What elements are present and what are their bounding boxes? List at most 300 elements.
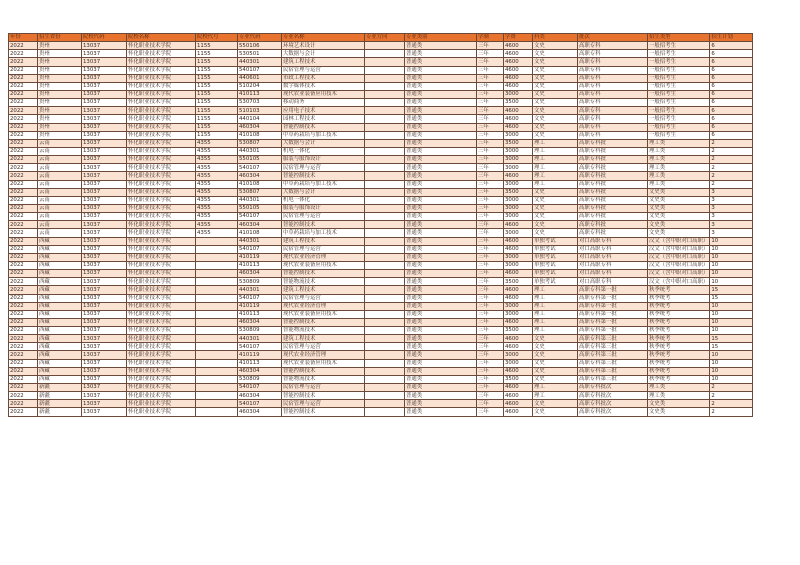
table-cell: 4600 (504, 335, 533, 343)
table-cell: 高职专科 (578, 82, 648, 90)
table-cell: 13037 (82, 90, 127, 98)
table-cell: 2 (710, 139, 753, 147)
table-row (9, 408, 753, 416)
column-header: 招生计划 (710, 34, 753, 42)
table-cell: 3000 (504, 196, 533, 204)
table-cell (196, 335, 238, 343)
table-cell: 3000 (504, 204, 533, 212)
table-cell: 2022 (9, 278, 38, 286)
table-cell: 1155 (196, 90, 238, 98)
table-cell: 10 (710, 253, 753, 261)
table-cell: 1155 (196, 82, 238, 90)
table-cell: 6 (710, 66, 753, 74)
table-cell: 4355 (196, 172, 238, 180)
table-cell: 10 (710, 261, 753, 269)
table-cell: 怀化职业技术学院 (127, 180, 196, 188)
table-cell: 4600 (504, 392, 533, 400)
table-cell: 2022 (9, 261, 38, 269)
table-cell: 汉文（含中职对口高职） (649, 246, 709, 253)
table-cell: 怀化职业技术学院 (127, 294, 196, 302)
table-cell: 怀化职业技术学院 (127, 147, 196, 155)
table-row (9, 131, 753, 139)
table-cell: 1155 (196, 115, 238, 123)
table-cell: 智能控制技术 (282, 270, 365, 278)
table-cell: 一般招考生 (648, 107, 710, 115)
table-cell: 高职专科 (578, 99, 648, 107)
table-cell: 园林工程技术 (282, 115, 365, 123)
table-cell: 13037 (82, 66, 127, 74)
table-cell (365, 180, 405, 188)
table-cell: 三年 (477, 58, 504, 66)
table-cell: 410113 (238, 261, 282, 269)
table-cell: 文史 (533, 213, 578, 221)
table-cell: 4355 (196, 139, 238, 147)
table-cell: 三年 (477, 213, 504, 221)
table-cell: 13037 (82, 278, 127, 286)
column-header: 批次 (578, 34, 648, 42)
table-cell: 4355 (196, 180, 238, 188)
table-cell: 6 (710, 123, 753, 131)
table-cell: 三年 (477, 123, 504, 131)
table-cell: 高职专科第一批 (578, 327, 648, 335)
table-cell: 4355 (196, 229, 238, 237)
table-cell: 云南 (38, 213, 82, 221)
table-cell: 高职专科批 (578, 172, 648, 180)
table-row (9, 318, 753, 326)
table-cell: 4600 (504, 107, 533, 115)
table-cell: 13037 (82, 229, 127, 237)
table-cell: 13037 (82, 367, 127, 375)
table-cell: 普通类 (405, 82, 477, 90)
table-cell: 民宿管理与运营 (282, 343, 365, 351)
table-cell: 智能控制技术 (282, 318, 365, 326)
table-cell: 贵州 (38, 66, 82, 74)
table-cell: 460304 (238, 367, 282, 375)
table-cell: 4355 (196, 196, 238, 204)
table-cell: 2022 (9, 237, 38, 245)
table-cell: 汉文（含中职对口高职） (649, 270, 709, 277)
table-cell: 怀化职业技术学院 (127, 204, 196, 212)
table-cell (365, 139, 405, 147)
table-cell: 13037 (82, 115, 127, 123)
table-cell: 1155 (196, 66, 238, 74)
table-cell: 410108 (238, 131, 282, 139)
table-cell: 2022 (9, 213, 38, 221)
table-cell: 汉文（含中职对口高职） (649, 262, 709, 269)
table-cell: 3 (710, 196, 753, 204)
table-cell (365, 147, 405, 155)
table-cell: 15 (710, 286, 753, 294)
table-cell: 民宿管理与运营 (282, 245, 365, 253)
table-cell: 2 (710, 180, 753, 188)
table-cell (365, 318, 405, 326)
table-cell: 云南 (38, 139, 82, 147)
table-cell: 13037 (82, 123, 127, 131)
table-cell: 13037 (82, 196, 127, 204)
table-cell: 西藏 (38, 367, 82, 375)
table-row (9, 253, 753, 261)
table-cell: 怀化职业技术学院 (127, 335, 196, 343)
table-cell: 460304 (238, 392, 282, 400)
table-row (9, 99, 753, 107)
table-cell: 2022 (9, 90, 38, 98)
table-cell: 3000 (504, 147, 533, 155)
table-cell: 高职专科 (578, 42, 648, 50)
table-cell: 理工 (533, 172, 578, 180)
table-cell: 文史类 (648, 221, 710, 229)
table-cell: 540107 (238, 213, 282, 221)
table-row (9, 188, 753, 196)
table-cell: 1155 (196, 123, 238, 131)
table-cell: 三年 (477, 139, 504, 147)
table-cell: 贵州 (38, 50, 82, 58)
table-cell: 3000 (504, 359, 533, 367)
table-cell: 怀化职业技术学院 (127, 196, 196, 204)
table-cell: 中草药栽培与加工技术 (282, 229, 365, 237)
table-cell: 理工类 (648, 164, 710, 172)
table-cell: 高职专科第三批 (578, 351, 648, 359)
table-cell: 怀化职业技术学院 (127, 90, 196, 98)
table-cell: 10 (710, 278, 753, 286)
table-cell: 高职专科 (578, 90, 648, 98)
table-cell: 怀化职业技术学院 (127, 392, 196, 400)
table-cell: 对口高职专科 (578, 237, 648, 245)
table-cell: 13037 (82, 42, 127, 50)
table-row (9, 115, 753, 123)
table-cell: 怀化职业技术学院 (127, 270, 196, 278)
table-cell: 3000 (504, 302, 533, 310)
table-cell: 文史 (533, 82, 578, 90)
table-cell: 怀化职业技术学院 (127, 343, 196, 351)
table-cell: 普通类 (405, 131, 477, 139)
table-cell: 普通类 (405, 229, 477, 237)
table-cell: 怀化职业技术学院 (127, 221, 196, 229)
table-cell: 高职专科 (578, 58, 648, 66)
table-cell: 2022 (9, 107, 38, 115)
table-cell: 三年 (477, 367, 504, 375)
table-row (9, 359, 753, 367)
table-cell: 秋季统考 (648, 286, 710, 294)
table-row (9, 123, 753, 131)
table-cell: 440301 (238, 335, 282, 343)
table-cell: 理工 (533, 384, 578, 392)
table-cell: 2022 (9, 359, 38, 367)
table-row (9, 384, 753, 392)
table-cell: 秋季统考 (648, 351, 710, 359)
table-cell: 理工 (533, 147, 578, 155)
table-cell: 单独考试 (533, 278, 578, 286)
table-cell: 三年 (477, 327, 504, 335)
table-cell: 普通类 (405, 180, 477, 188)
table-cell (365, 302, 405, 310)
table-cell: 怀化职业技术学院 (127, 367, 196, 375)
table-cell: 三年 (477, 172, 504, 180)
table-cell: 三年 (477, 261, 504, 269)
table-cell: 西藏 (38, 351, 82, 359)
table-cell (365, 359, 405, 367)
table-cell: 440601 (238, 74, 282, 82)
table-row (9, 237, 753, 245)
table-row (9, 302, 753, 310)
table-cell: 2022 (9, 131, 38, 139)
table-cell: 民宿管理与运营 (282, 384, 365, 392)
table-cell: 普通类 (405, 50, 477, 58)
table-cell: 2 (710, 156, 753, 164)
table-cell: 民宿管理与运营 (282, 66, 365, 74)
table-cell: 三年 (477, 335, 504, 343)
table-cell: 怀化职业技术学院 (127, 115, 196, 123)
table-cell: 服装与服饰设计 (282, 204, 365, 212)
table-cell (196, 327, 238, 335)
table-cell: 现代农业装备应用技术 (282, 90, 365, 98)
table-cell: 540107 (238, 343, 282, 351)
column-header: 专业类别 (405, 34, 477, 42)
table-cell: 13037 (82, 221, 127, 229)
table-cell: 机电一体化 (282, 196, 365, 204)
table-cell: 普通类 (405, 286, 477, 294)
table-cell (365, 58, 405, 66)
table-cell: 13037 (82, 408, 127, 416)
table-cell (365, 66, 405, 74)
table-cell: 2022 (9, 408, 38, 416)
table-cell: 普通类 (405, 375, 477, 383)
table-cell: 3500 (504, 278, 533, 286)
table-cell (365, 99, 405, 107)
table-cell (365, 335, 405, 343)
table-cell: 理工类 (648, 147, 710, 155)
table-cell: 云南 (38, 188, 82, 196)
table-cell: 13037 (82, 156, 127, 164)
table-cell: 13037 (82, 327, 127, 335)
table-cell: 现代农业装备应用技术 (282, 261, 365, 269)
column-header: 专业方向 (365, 34, 405, 42)
table-cell: 文史 (533, 196, 578, 204)
table-cell: 贵州 (38, 42, 82, 50)
table-cell (365, 375, 405, 383)
table-cell: 高职专科批 (578, 204, 648, 212)
table-cell: 怀化职业技术学院 (127, 156, 196, 164)
table-cell: 高职专科批 (578, 213, 648, 221)
table-cell: 环境艺术设计 (282, 42, 365, 50)
table-row (9, 221, 753, 229)
table-cell: 3500 (504, 99, 533, 107)
table-cell: 贵州 (38, 115, 82, 123)
table-cell: 15 (710, 294, 753, 302)
table-cell: 4355 (196, 147, 238, 155)
table-cell: 普通类 (405, 221, 477, 229)
table-cell: 怀化职业技术学院 (127, 327, 196, 335)
table-cell: 410119 (238, 351, 282, 359)
table-cell: 6 (710, 74, 753, 82)
table-cell (365, 310, 405, 318)
table-cell: 3500 (504, 375, 533, 383)
table-cell: 440301 (238, 237, 282, 245)
table-cell: 三年 (477, 351, 504, 359)
table-cell: 秋季统考 (648, 302, 710, 310)
table-cell (365, 164, 405, 172)
table-cell: 3000 (504, 164, 533, 172)
table-cell: 秋季统考 (648, 375, 710, 383)
table-cell: 建筑工程技术 (282, 237, 365, 245)
table-cell: 13037 (82, 50, 127, 58)
table-cell (365, 123, 405, 131)
table-cell: 2022 (9, 367, 38, 375)
table-cell: 普通类 (405, 139, 477, 147)
table-cell: 西藏 (38, 343, 82, 351)
table-row (9, 139, 753, 147)
table-cell: 云南 (38, 180, 82, 188)
table-row (9, 196, 753, 204)
table-cell: 高职专科 (578, 50, 648, 58)
table-cell: 中草药栽培与加工技术 (282, 180, 365, 188)
table-cell: 13037 (82, 359, 127, 367)
table-row (9, 180, 753, 188)
table-cell: 三年 (477, 245, 504, 253)
table-cell: 普通类 (405, 384, 477, 392)
table-cell: 高职专科第一批 (578, 286, 648, 294)
table-cell: 4600 (504, 221, 533, 229)
table-cell: 1155 (196, 58, 238, 66)
table-cell: 对口高职专科 (578, 245, 648, 253)
table-cell: 4600 (504, 408, 533, 416)
table-cell: 13037 (82, 172, 127, 180)
table-cell: 理工 (533, 164, 578, 172)
table-cell: 高职专科 (578, 74, 648, 82)
table-row (9, 229, 753, 237)
table-row (9, 156, 753, 164)
table-cell: 高职专科第三批 (578, 375, 648, 383)
table-cell: 高职专科批次 (578, 392, 648, 400)
table-cell: 三年 (477, 50, 504, 58)
table-cell: 13037 (82, 74, 127, 82)
table-cell: 13037 (82, 343, 127, 351)
table-cell: 文史 (533, 408, 578, 416)
table-cell: 一般招考生 (648, 74, 710, 82)
table-cell: 2022 (9, 123, 38, 131)
table-cell: 6 (710, 107, 753, 115)
table-cell: 3500 (504, 139, 533, 147)
table-cell: 三年 (477, 286, 504, 294)
table-cell: 6 (710, 90, 753, 98)
table-cell: 2022 (9, 392, 38, 400)
table-cell: 文史 (533, 66, 578, 74)
table-cell: 云南 (38, 164, 82, 172)
table-cell: 410108 (238, 180, 282, 188)
table-cell: 2022 (9, 115, 38, 123)
table-cell: 4355 (196, 204, 238, 212)
table-cell: 540107 (238, 384, 282, 392)
table-cell: 普通类 (405, 58, 477, 66)
table-cell: 西藏 (38, 375, 82, 383)
table-cell: 三年 (477, 384, 504, 392)
table-cell: 三年 (477, 408, 504, 416)
table-cell: 贵州 (38, 99, 82, 107)
table-cell: 大数据与会计 (282, 188, 365, 196)
table-cell: 4600 (504, 367, 533, 375)
table-cell (196, 408, 238, 416)
table-row (9, 42, 753, 50)
table-cell: 530809 (238, 278, 282, 286)
table-cell: 高职专科第一批 (578, 318, 648, 326)
table-row (9, 50, 753, 58)
table-cell: 460304 (238, 270, 282, 278)
table-cell: 理工 (533, 139, 578, 147)
table-cell: 3 (710, 204, 753, 212)
table-cell: 汉文（含中职对口高职） (649, 278, 709, 285)
table-cell: 普通类 (405, 351, 477, 359)
table-cell: 一般招考生 (648, 90, 710, 98)
table-cell (365, 213, 405, 221)
table-cell: 3000 (504, 310, 533, 318)
table-cell: 4600 (504, 343, 533, 351)
table-cell: 普通类 (405, 74, 477, 82)
table-cell: 13037 (82, 318, 127, 326)
table-cell: 2022 (9, 270, 38, 278)
table-cell: 贵州 (38, 90, 82, 98)
table-cell: 13037 (82, 375, 127, 383)
table-cell (365, 74, 405, 82)
table-cell: 新疆 (38, 400, 82, 408)
table-cell: 贵州 (38, 107, 82, 115)
table-cell: 文史 (533, 400, 578, 408)
table-cell (196, 359, 238, 367)
table-cell: 13037 (82, 213, 127, 221)
table-cell: 三年 (477, 318, 504, 326)
table-cell: 文史 (533, 99, 578, 107)
table-row (9, 213, 753, 221)
table-cell: 对口高职专科 (578, 253, 648, 261)
table-cell: 怀化职业技术学院 (127, 375, 196, 383)
table-cell: 怀化职业技术学院 (127, 188, 196, 196)
table-cell: 怀化职业技术学院 (127, 139, 196, 147)
table-cell: 13037 (82, 99, 127, 107)
table-cell: 6 (710, 131, 753, 139)
column-header: 年份 (9, 34, 38, 42)
table-cell: 普通类 (405, 327, 477, 335)
table-row (9, 147, 753, 155)
table-cell (365, 229, 405, 237)
table-cell: 2022 (9, 139, 38, 147)
table-cell: 三年 (477, 294, 504, 302)
table-cell: 2022 (9, 156, 38, 164)
table-cell: 文史 (533, 123, 578, 131)
table-cell: 西藏 (38, 261, 82, 269)
table-cell (196, 400, 238, 408)
table-cell: 云南 (38, 221, 82, 229)
table-cell (365, 253, 405, 261)
table-cell: 文史 (533, 50, 578, 58)
table-cell: 文史 (533, 343, 578, 351)
table-cell: 数字媒体技术 (282, 82, 365, 90)
table-cell: 文史 (533, 74, 578, 82)
table-cell: 云南 (38, 156, 82, 164)
table-cell: 410119 (238, 253, 282, 261)
table-cell: 高职专科第三批 (578, 367, 648, 375)
table-cell: 10 (710, 327, 753, 335)
table-cell: 普通类 (405, 400, 477, 408)
table-cell: 一般招考生 (648, 131, 710, 139)
table-cell: 三年 (477, 66, 504, 74)
table-cell: 普通类 (405, 213, 477, 221)
table-cell: 三年 (477, 164, 504, 172)
table-cell: 440301 (238, 286, 282, 294)
table-row (9, 294, 753, 302)
table-cell: 6 (710, 42, 753, 50)
table-cell: 移动商务 (282, 99, 365, 107)
table-cell (196, 294, 238, 302)
table-cell: 西藏 (38, 359, 82, 367)
table-cell: 一般招考生 (648, 115, 710, 123)
